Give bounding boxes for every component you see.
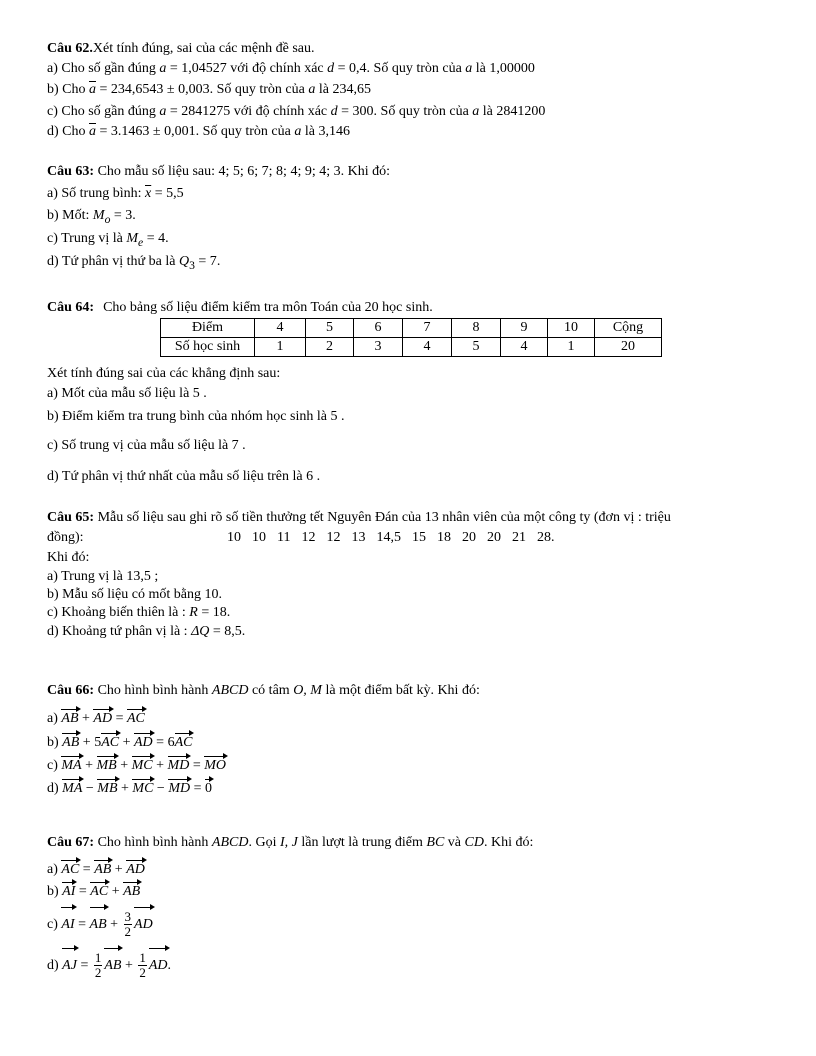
text: c) Trung vị là bbox=[47, 231, 127, 246]
q65-a: a) Trung vị là 13,5 ; bbox=[47, 569, 159, 584]
text: c) Cho số gần đúng bbox=[47, 104, 160, 119]
vector: AC bbox=[61, 858, 79, 878]
table-cell: Điểm bbox=[161, 319, 255, 338]
vector: AJ bbox=[62, 946, 77, 983]
vector: AD bbox=[134, 731, 153, 751]
text: . bbox=[226, 605, 231, 620]
q63-c bbox=[47, 230, 169, 251]
op: = bbox=[190, 781, 206, 796]
vector: MC bbox=[132, 754, 153, 774]
q66-a bbox=[47, 707, 145, 727]
op: − bbox=[153, 781, 169, 796]
op: − bbox=[82, 781, 98, 796]
math: 5 bbox=[94, 735, 102, 750]
text: . bbox=[216, 254, 221, 269]
text: c) bbox=[47, 917, 62, 932]
math: $\overline{x}$ bbox=[145, 186, 152, 201]
text: đồng): bbox=[47, 530, 84, 545]
text: với độ chính xác bbox=[226, 61, 328, 76]
vector: AD bbox=[149, 946, 168, 983]
text: c) Khoảng biến thiên là : bbox=[47, 605, 190, 620]
q65-d bbox=[47, 623, 245, 640]
vector: MO bbox=[204, 754, 226, 774]
op: + bbox=[116, 758, 132, 773]
table-cell: 2 bbox=[306, 338, 354, 357]
math: 3 bbox=[189, 258, 195, 272]
value: 11 bbox=[277, 530, 291, 545]
table-cell: 9 bbox=[501, 319, 548, 338]
q64-after: Xét tính đúng sai của các khẳng định sau: bbox=[47, 366, 281, 381]
q67-a bbox=[47, 858, 145, 878]
op: = bbox=[152, 735, 168, 750]
q66-title: Câu 66: bbox=[47, 683, 95, 698]
q63-a bbox=[47, 185, 184, 202]
math: 6 bbox=[167, 735, 175, 750]
q64-d: d) Tứ phân vị thứ nhất của mẫu số liệu trên là 6 . bbox=[47, 469, 321, 484]
text: Cho hình bình hành bbox=[94, 835, 212, 850]
text: . Số quy tròn của bbox=[373, 104, 473, 119]
vector: MC bbox=[132, 777, 153, 797]
text: . bbox=[165, 231, 169, 246]
math: d bbox=[327, 61, 335, 76]
q65-heading bbox=[47, 509, 671, 526]
value: 12 bbox=[301, 530, 316, 545]
text: b) Mốt: bbox=[47, 208, 93, 223]
q64-title: Câu 64: bbox=[47, 300, 95, 315]
math: = 0,4 bbox=[334, 61, 367, 76]
math: ΔQ bbox=[191, 624, 210, 639]
math: = 2841275 bbox=[166, 104, 231, 119]
vector: AB bbox=[61, 707, 78, 727]
math: CD bbox=[464, 835, 484, 850]
text: a) bbox=[47, 862, 62, 877]
value: 13 bbox=[351, 530, 366, 545]
q62-intro: Xét tính đúng, sai của các mệnh đề sau. bbox=[92, 41, 315, 56]
text: b) bbox=[47, 735, 63, 750]
math: a bbox=[465, 61, 473, 76]
q65-values-line bbox=[47, 529, 555, 546]
vector: AB bbox=[104, 946, 121, 983]
table-cell: 1 bbox=[255, 338, 306, 357]
vector: AD bbox=[93, 707, 112, 727]
table-row bbox=[161, 338, 662, 357]
table-cell: 8 bbox=[452, 319, 501, 338]
text: là 2841200 bbox=[479, 104, 546, 119]
value: 28. bbox=[536, 530, 555, 545]
math: a bbox=[159, 61, 167, 76]
q64-heading bbox=[47, 299, 433, 316]
math: $\overline{a}$ bbox=[89, 82, 96, 97]
text: b) Cho bbox=[47, 82, 89, 97]
text: với độ chính xác bbox=[230, 104, 331, 119]
text: là một điểm bất kỳ. Khi đó: bbox=[321, 683, 480, 698]
op: + bbox=[81, 758, 97, 773]
math: = 3 bbox=[110, 208, 133, 223]
math: a bbox=[159, 104, 167, 119]
table-cell: 10 bbox=[548, 319, 595, 338]
denominator: 2 bbox=[124, 924, 132, 940]
op: + bbox=[106, 917, 122, 932]
q63-title: Câu 63: bbox=[47, 164, 95, 179]
table-cell: 4 bbox=[403, 338, 452, 357]
q62-c bbox=[47, 103, 545, 120]
math: ABCD bbox=[211, 683, 249, 698]
numerator: 1 bbox=[139, 950, 146, 966]
vector: MD bbox=[168, 754, 190, 774]
value: 20 bbox=[486, 530, 501, 545]
numerator: 1 bbox=[94, 950, 102, 966]
q66-heading bbox=[47, 682, 480, 699]
text: . Khi đó: bbox=[483, 835, 534, 850]
text: c) bbox=[47, 758, 62, 773]
vector: AB bbox=[90, 905, 107, 942]
q63-b bbox=[47, 207, 136, 228]
table-cell: 3 bbox=[354, 338, 403, 357]
table-cell: 6 bbox=[354, 319, 403, 338]
op: = bbox=[75, 884, 91, 899]
text: là 1,00000 bbox=[472, 61, 535, 76]
text: a) Cho số gần đúng bbox=[47, 61, 160, 76]
text: . Số quy tròn của bbox=[366, 61, 466, 76]
math: a bbox=[294, 124, 302, 139]
table-cell: Cộng bbox=[595, 319, 662, 338]
text: . bbox=[241, 624, 246, 639]
text: . bbox=[167, 958, 172, 973]
op: = bbox=[79, 862, 95, 877]
numerator: 3 bbox=[124, 909, 132, 925]
math: I, J bbox=[279, 835, 298, 850]
q64-b: b) Điểm kiểm tra trung bình của nhóm học sinh là 5 . bbox=[47, 409, 345, 424]
op: + bbox=[117, 781, 133, 796]
text: d) Tứ phân vị thứ ba là bbox=[47, 254, 179, 269]
q67-heading bbox=[47, 834, 533, 851]
table-row bbox=[161, 319, 662, 338]
text: Mẫu số liệu sau ghi rõ số tiền thưởng tết Nguyên Đán của 13 nhân viên của một công ty (đơn vị : triệu bbox=[94, 510, 671, 525]
q67-title: Câu 67: bbox=[47, 835, 95, 850]
text: và bbox=[444, 835, 465, 850]
text: Cho bảng số liệu điểm kiểm tra môn Toán của 20 học sinh. bbox=[103, 300, 433, 315]
text: . Số quy tròn của bbox=[195, 124, 295, 139]
value: 20 bbox=[461, 530, 476, 545]
vector: AI bbox=[61, 905, 74, 942]
table-cell: 5 bbox=[452, 338, 501, 357]
op: + bbox=[78, 711, 94, 726]
op: + bbox=[108, 884, 124, 899]
text: a) Số trung bình: bbox=[47, 186, 145, 201]
math: Q bbox=[178, 254, 190, 269]
q67-c bbox=[47, 905, 153, 942]
q64-a: a) Mốt của mẫu số liệu là 5 . bbox=[47, 386, 207, 401]
math: $\overline{a}$ bbox=[89, 124, 96, 139]
table-cell: 4 bbox=[255, 319, 306, 338]
table-cell: 4 bbox=[501, 338, 548, 357]
math: = 234,6543 ± 0,003 bbox=[96, 82, 210, 97]
value: 12 bbox=[326, 530, 341, 545]
text: d) bbox=[47, 958, 63, 973]
vector: MB bbox=[97, 754, 117, 774]
math: = 18 bbox=[197, 605, 227, 620]
math: M bbox=[92, 208, 105, 223]
q62-title: Câu 62. bbox=[47, 41, 93, 56]
text: d) Cho bbox=[47, 124, 89, 139]
math: o bbox=[104, 212, 111, 226]
op: = bbox=[189, 758, 205, 773]
vector: AC bbox=[101, 731, 119, 751]
vector: MD bbox=[168, 777, 190, 797]
op: + bbox=[119, 735, 134, 750]
q65-title: Câu 65: bbox=[47, 510, 95, 525]
math: = 5,5 bbox=[151, 186, 184, 201]
op: + bbox=[152, 758, 168, 773]
math: = 7 bbox=[194, 254, 217, 269]
math: BC bbox=[426, 835, 445, 850]
q62-d bbox=[47, 123, 350, 140]
vector: 0 bbox=[205, 777, 212, 797]
vector: AB bbox=[123, 880, 140, 900]
q62-a bbox=[47, 60, 535, 77]
op: = bbox=[76, 958, 92, 973]
math: = 1,04527 bbox=[166, 61, 227, 76]
q65-b: b) Mẫu số liệu có mốt bằng 10. bbox=[47, 587, 222, 602]
value: 14,5 bbox=[376, 530, 401, 545]
text: d) Khoảng tứ phân vị là : bbox=[47, 624, 192, 639]
fraction bbox=[138, 951, 147, 980]
vector: AD bbox=[134, 905, 153, 942]
vector: AC bbox=[127, 707, 145, 727]
value: 18 bbox=[436, 530, 451, 545]
q65-values bbox=[227, 529, 565, 546]
vector: AC bbox=[90, 880, 108, 900]
text: d) bbox=[47, 781, 63, 796]
text: Cho mẫu số liệu sau: bbox=[94, 164, 219, 179]
vector: AB bbox=[94, 858, 111, 878]
op: = bbox=[74, 917, 90, 932]
text: là 3,146 bbox=[301, 124, 350, 139]
q65-khido: Khi đó: bbox=[47, 550, 90, 565]
q65-c bbox=[47, 604, 230, 621]
vector: AB bbox=[62, 731, 79, 751]
math: 4; 5; 6; 7; 8; 4; 9; 4; 3 bbox=[218, 164, 341, 179]
value: 10 bbox=[252, 530, 266, 545]
text: . bbox=[132, 208, 136, 223]
q63-heading bbox=[47, 163, 390, 180]
text: là 234,65 bbox=[315, 82, 371, 97]
table-cell: 5 bbox=[306, 319, 354, 338]
math: M bbox=[126, 231, 139, 246]
math: = 300 bbox=[337, 104, 374, 119]
math: a bbox=[308, 82, 316, 97]
q62-b bbox=[47, 81, 371, 98]
q67-d bbox=[47, 946, 171, 983]
q66-c bbox=[47, 754, 226, 774]
op: + bbox=[111, 862, 127, 877]
text: . Số quy tròn của bbox=[209, 82, 309, 97]
value: 21 bbox=[511, 530, 526, 545]
table-cell: 20 bbox=[595, 338, 662, 357]
fraction bbox=[124, 910, 133, 939]
score-table bbox=[160, 318, 662, 357]
vector: MB bbox=[97, 777, 117, 797]
text: . Khi đó: bbox=[340, 164, 391, 179]
math: ABCD bbox=[211, 835, 249, 850]
text: có tâm bbox=[248, 683, 294, 698]
value: 15 bbox=[411, 530, 426, 545]
op: + bbox=[79, 735, 95, 750]
text: lần lượt là trung điểm bbox=[297, 835, 427, 850]
math: O, M bbox=[293, 683, 322, 698]
math: = 8,5 bbox=[209, 624, 242, 639]
q67-b bbox=[47, 880, 140, 900]
q66-b bbox=[47, 731, 192, 751]
q64-c: c) Số trung vị của mẫu số liệu là 7 . bbox=[47, 438, 246, 453]
math: e bbox=[138, 235, 144, 249]
fraction bbox=[94, 951, 103, 980]
math: R bbox=[189, 605, 198, 620]
text: a) bbox=[47, 711, 62, 726]
vector: AC bbox=[175, 731, 193, 751]
vector: MA bbox=[61, 754, 81, 774]
text: . Gọi bbox=[248, 835, 280, 850]
q62-heading bbox=[47, 40, 315, 57]
denominator: 2 bbox=[94, 965, 102, 981]
vector: MA bbox=[62, 777, 82, 797]
value: 10 bbox=[227, 530, 241, 545]
text: Cho hình bình hành bbox=[94, 683, 212, 698]
op: = bbox=[112, 711, 127, 726]
math: a bbox=[472, 104, 480, 119]
op: + bbox=[121, 958, 137, 973]
vector: AI bbox=[62, 880, 75, 900]
denominator: 2 bbox=[139, 965, 146, 981]
math: = 4 bbox=[143, 231, 166, 246]
table-cell: Số học sinh bbox=[161, 338, 255, 357]
table-cell: 1 bbox=[548, 338, 595, 357]
q66-d bbox=[47, 777, 212, 797]
math: = 3.1463 ± 0,001 bbox=[96, 124, 196, 139]
vector: AD bbox=[126, 858, 145, 878]
table-cell: 7 bbox=[403, 319, 452, 338]
math: d bbox=[330, 104, 338, 119]
text: b) bbox=[47, 884, 63, 899]
q63-d bbox=[47, 253, 220, 274]
